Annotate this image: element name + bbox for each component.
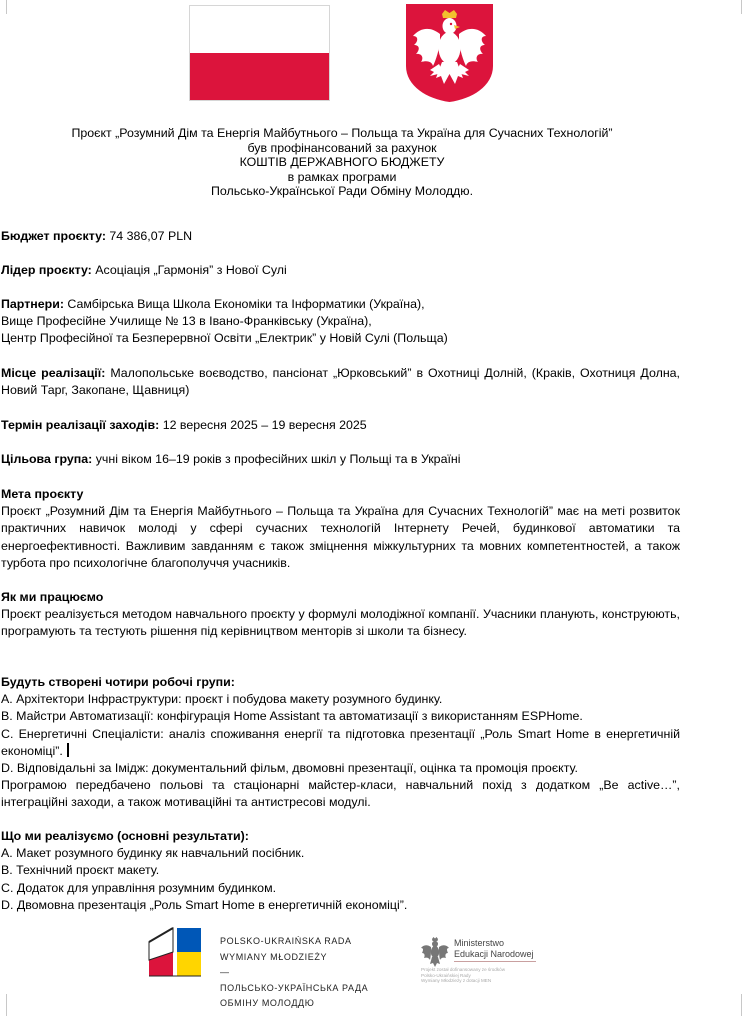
pl-ua-youth-council-logo-icon [147,924,203,980]
program-text: Програмою передбачено польові та стаціонарні майстер-класи, навчальний похід з додатком „Be active…”, інтеграційні заходи, а також мотиваційні та антистресові модулі. [1,778,680,810]
term-section [1,417,680,434]
how-text: Проєкт реалізується методом навчального проєкту у формулі молодіжної компанії. Учасники планують, конструюють, програмують та тестують рішення під керівництвом менторів зі школи та бізнесу. [1,607,680,639]
location-section [1,365,680,399]
group-item: C. Енергетичні Спеціалісти: аналіз споживання енергії та підготовка презентації „Роль Smart Home в енергетичній економіці”. [1,726,680,758]
flag-white-stripe [190,6,329,53]
partners-line: Самбірська Вища Школа Економіки та Інформатики (Україна), [63,297,425,311]
location-value: Малопольське воєводство, пансіонат „Юрковський” в Охотниці Долній, (Краків, Охотниця Долна, Новий Тарг, Закопане, Щавниця) [1,366,680,398]
crop-mark [741,0,742,14]
group-item: B. Майстри Автоматизації: конфігурація Home Assistant та автоматизації з використанням ESPHome. [1,709,583,724]
footer-logos [0,918,748,1016]
logo-text-line: WYMIANY MŁODZIEŻY [220,951,328,962]
ministry-line: Ministerstwo [454,938,505,948]
logo-text-line: ПОЛЬСЬКО-УКРАЇНСЬКА РАДА [220,982,369,993]
ministry-note-line: Projekt został dofinansowany ze środków [421,967,506,972]
header-line: був профінансований за рахунок [247,140,437,155]
target-label: Цільова група: [1,452,93,466]
result-item: B. Технічний проєкт макету. [1,863,160,878]
ministry-line: Edukacji Narodowej [454,949,534,959]
result-item: D. Двомовна презентація „Роль Smart Home в енергетичній економіці”. [1,897,408,912]
logo-text-line: — [220,967,230,977]
goal-section [1,486,680,572]
partners-label: Партнери: [1,297,64,311]
header-line: Проєкт „Розумний Дім та Енергія Майбутнього – Польща та Україна для Сучасних Технологій” [71,126,613,140]
ministry-divider [454,961,536,962]
ministry-note-line: Wymiany Młodzieży z dotacji MEN [421,978,492,984]
groups-section [1,674,680,812]
pl-ua-youth-council-text [220,934,368,1012]
polish-coat-of-arms-icon [406,4,493,102]
results-section [1,828,680,914]
header-line: КОШТІВ ДЕРЖАВНОГО БЮДЖЕТУ [239,155,445,170]
groups-heading: Будуть створені чотири робочі групи: [1,675,235,689]
budget-value: 74 386,07 PLN [105,229,193,243]
text-cursor [67,743,69,757]
ministry-name [454,938,534,960]
flag-red-stripe [190,53,329,100]
logo-text-line: ОБМІНУ МОЛОДДЮ [220,998,315,1008]
funding-header [0,126,684,199]
result-item: C. Додаток для управління розумним будинком. [1,880,277,895]
how-section [1,589,680,641]
goal-heading: Мета проєкту [1,487,84,501]
goal-text: Проєкт „Розумний Дім та Енергія Майбутнього – Польща та Україна для Сучасних Технологій” має на меті розвиток практичних навичок молоді у сфері сучасних технологій Інтернету Речей, будинкової автоматики та енергоефективності. Важливим завданням є також зміцнення міжкультурних та мовних компетентностей, а також турбота про психологічне благополуччя учасників. [1,504,680,570]
budget-label: Бюджет проєкту: [1,229,106,243]
ministry-note-line: Polsko-Ukraińskiej Rady [421,972,471,978]
term-value: 12 вересня 2025 – 19 вересня 2025 [159,418,367,432]
group-item: D. Відповідальні за Імідж: документальний фільм, двомовні презентації, оцінка та промоція проєкту. [1,761,578,776]
budget-section [1,228,680,245]
ministry-funding-note [421,967,505,984]
term-label: Термін реалізації заходів: [1,418,160,432]
target-section [1,451,680,468]
header-line: в рамках програми [287,169,397,184]
result-item: A. Макет розумного будинку як навчальний посібник. [1,846,305,861]
header-line: Польсько-Української Ради Обміну Молоддю. [210,184,474,199]
leader-value: Асоціація „Гармонія” з Нової Сулі [91,263,287,277]
partners-line: Центр Професійної та Безперервної Освіти „Електрик” у Новій Сулі (Польща) [1,331,448,346]
how-heading: Як ми працюємо [1,590,104,604]
group-item: A. Архітектори Інфраструктури: проєкт і побудова макету розумного будинку. [1,692,443,707]
location-label: Місце реалізації: [1,366,106,380]
crop-mark [6,0,7,14]
leader-section [1,262,680,279]
logo-text-line: POLSKO-UKRAIŃSKA RADA [220,936,352,946]
ministry-eagle-icon [421,936,449,968]
leader-label: Лідер проєкту: [1,263,92,277]
polish-flag [189,5,330,101]
partners-line: Вище Професійне Училище № 13 в Івано-Франківську (Україна), [1,314,372,329]
results-heading: Що ми реалізуємо (основні результати): [1,829,249,843]
partners-section [1,296,680,348]
target-value: учні віком 16–19 років з професійних шкіл у Польщі та в Україні [92,452,461,466]
